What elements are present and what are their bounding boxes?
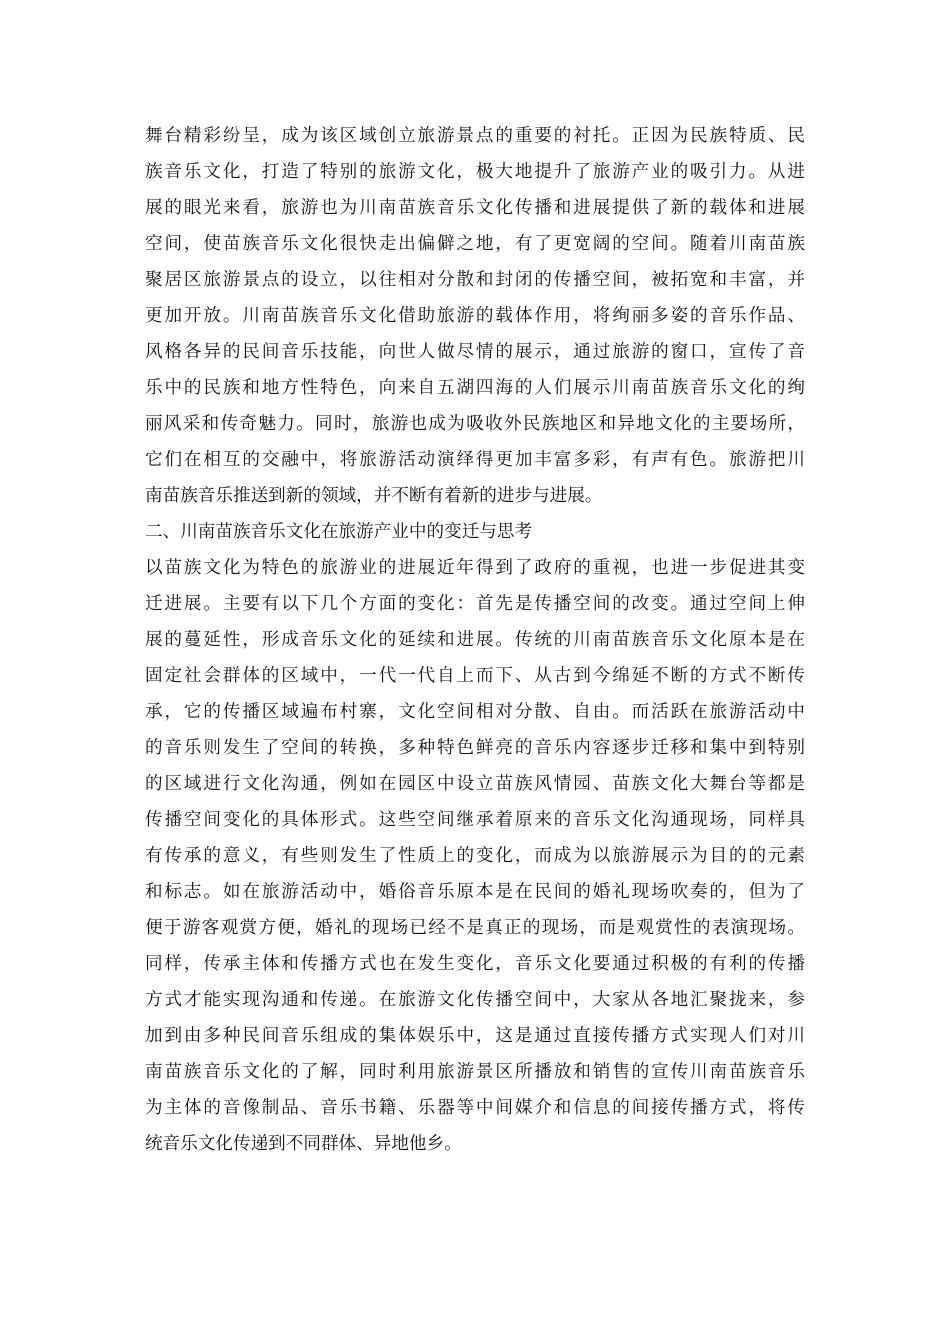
text-line: 空间，使苗族音乐文化很快走出偏僻之地，有了更宽阔的空间。随着川南苗族 [145, 234, 805, 254]
text-line: 乐中的民族和地方性特色，向来自五湖四海的人们展示川南苗族音乐文化的绚 [145, 378, 805, 398]
text-line: 传播空间变化的具体形式。这些空间继承着原来的音乐文化沟通现场，同样具 [145, 810, 805, 830]
text-line: 方式才能实现沟通和传递。在旅游文化传播空间中，大家从各地汇聚拢来，参 [145, 990, 805, 1010]
text-line: 便于游客观赏方便，婚礼的现场已经不是真正的现场，而是观赏性的表演现场。 [145, 918, 805, 938]
text-line: 舞台精彩纷呈，成为该区域创立旅游景点的重要的衬托。正因为民族特质、民 [145, 126, 805, 146]
text-line: 固定社会群体的区域中，一代一代自上而下、从古到今绵延不断的方式不断传 [145, 666, 805, 686]
text-line: 迁进展。主要有以下几个方面的变化：首先是传播空间的改变。通过空间上伸 [145, 594, 805, 614]
text-line: 南苗族音乐文化的了解，同时利用旅游景区所播放和销售的宣传川南苗族音乐 [145, 1062, 805, 1082]
text-line: 承，它的传播区域遍布村寨，文化空间相对分散、自由。而活跃在旅游活动中 [145, 702, 805, 722]
text-line: 有传承的意义，有些则发生了性质上的变化，而成为以旅游展示为目的的元素 [145, 846, 805, 866]
text-line: 加到由多种民间音乐组成的集体娱乐中，这是通过直接传播方式实现人们对川 [145, 1026, 805, 1046]
text-line: 南苗族音乐推送到新的领域，并不断有着新的进步与进展。 [145, 486, 603, 506]
text-line: 为主体的音像制品、音乐书籍、乐器等中间媒介和信息的间接传播方式，将传 [145, 1098, 805, 1118]
text-line: 同样，传承主体和传播方式也在发生变化，音乐文化要通过积极的有利的传播 [145, 954, 805, 974]
text-line: 和标志。如在旅游活动中，婚俗音乐原本是在民间的婚礼现场吹奏的，但为了 [145, 882, 805, 902]
text-line: 的区域进行文化沟通，例如在园区中设立苗族风情园、苗族文化大舞台等都是 [145, 774, 805, 794]
text-line: 以苗族文化为特色的旅游业的进展近年得到了政府的重视，也进一步促进其变 [145, 558, 805, 578]
document-body [145, 118, 805, 1162]
text-line: 风格各异的民间音乐技能，向世人做尽情的展示，通过旅游的窗口，宣传了音 [145, 342, 805, 362]
text-line: 统音乐文化传递到不同群体、异地他乡。 [145, 1134, 462, 1154]
section-heading: 二、川南苗族音乐文化在旅游产业中的变迁与思考 [145, 522, 533, 542]
text-line: 展的蔓延性，形成音乐文化的延续和进展。传统的川南苗族音乐文化原本是在 [145, 630, 805, 650]
text-line: 的音乐则发生了空间的转换，多种特色鲜亮的音乐内容逐步迁移和集中到特别 [145, 738, 805, 758]
text-line: 族音乐文化，打造了特别的旅游文化，极大地提升了旅游产业的吸引力。从进 [145, 162, 805, 182]
text-line: 丽风采和传奇魅力。同时，旅游也成为吸收外民族地区和异地文化的主要场所， [145, 414, 805, 434]
text-line: 聚居区旅游景点的设立，以往相对分散和封闭的传播空间，被拓宽和丰富，并 [145, 270, 805, 290]
text-line: 它们在相互的交融中，将旅游活动演绎得更加丰富多彩，有声有色。旅游把川 [145, 450, 805, 470]
text-line: 更加开放。川南苗族音乐文化借助旅游的载体作用，将绚丽多姿的音乐作品、 [145, 306, 805, 326]
text-line: 展的眼光来看，旅游也为川南苗族音乐文化传播和进展提供了新的载体和进展 [145, 198, 805, 218]
